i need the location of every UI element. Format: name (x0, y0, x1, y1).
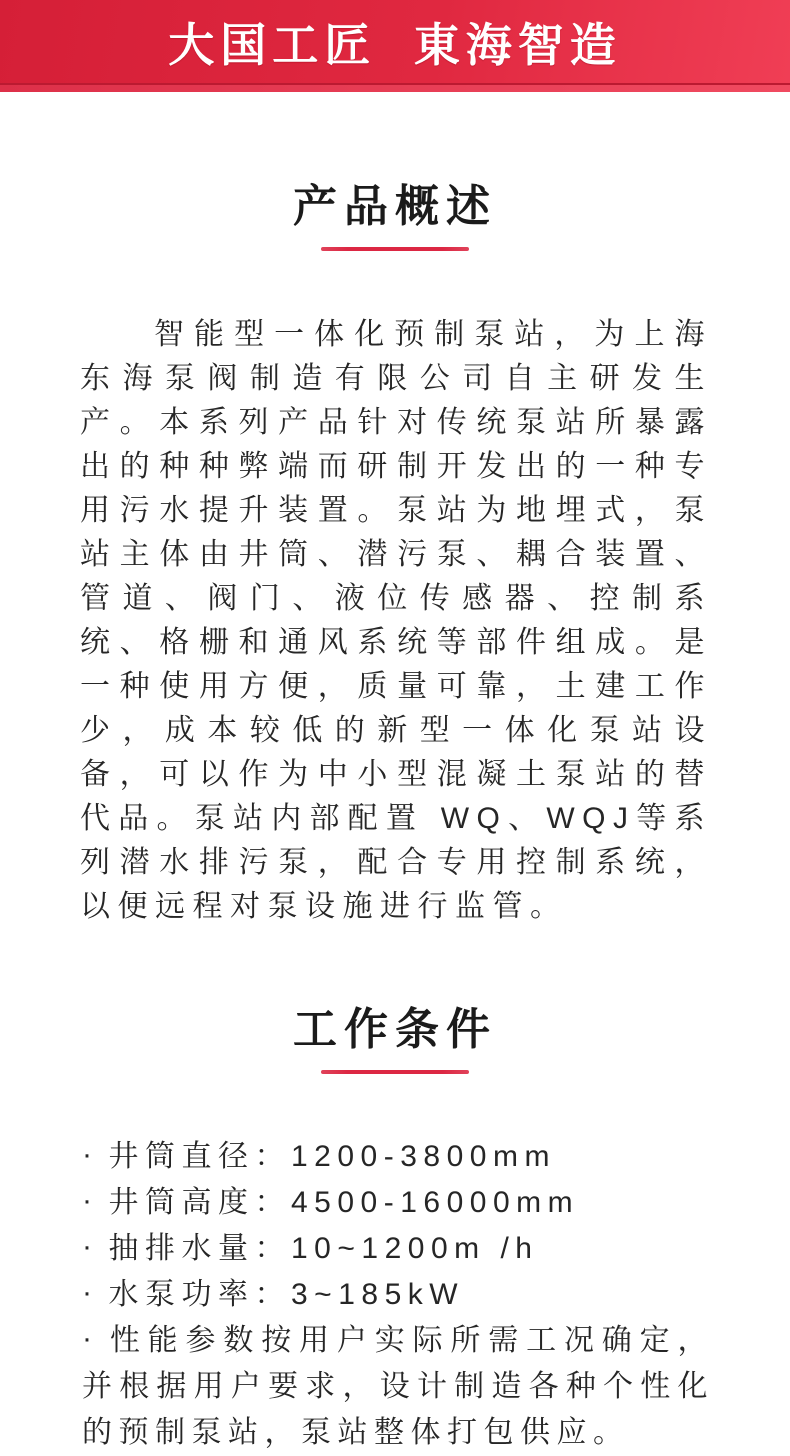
section-working-conditions (0, 993, 790, 1456)
spec-item-pump-power (82, 1272, 714, 1318)
bullet-dot: · (82, 1138, 99, 1171)
spec-item-shaft-height (82, 1180, 714, 1226)
banner-main-strip (0, 0, 790, 83)
spec-list (82, 1134, 714, 1456)
banner-title: 大国工匠 東海智造 (168, 18, 622, 71)
section-product-overview (0, 170, 790, 929)
spec-item-text: 水泵功率：3~185kW (108, 1278, 465, 1311)
top-banner (0, 0, 790, 92)
banner-footer-strip (0, 85, 790, 92)
spec-item-text: 抽排水量：10~1200m /h (108, 1232, 539, 1265)
spec-item-shaft-diameter (82, 1134, 714, 1180)
spec-item-text: 性能参数按用户实际所需工况确定，并根据用户要求，设计制造各种个性化的预制泵站，泵站整体打包供应。 (82, 1324, 714, 1449)
spec-item-text: 井筒高度：4500-16000mm (108, 1186, 580, 1219)
spec-item-custom-parameters (82, 1318, 714, 1456)
title-underline-overview (321, 247, 469, 251)
overview-paragraph: 智能型一体化预制泵站，为上海东海泵阀制造有限公司自主研发生产。本系列产品针对传统泵站所暴露出的种种弊端而研制开发出的一种专用污水提升装置。泵站为地埋式，泵站主体由井筒、潜污泵、耦合装置、管道、阀门、液位传感器、控制系统、格栅和通风系统等部件组成。是一种使用方便，质量可靠，土建工作少，成本较低的新型一体化泵站设备，可以作为中小型混凝土泵站的替代品。泵站内部配置 WQ、WQJ等系列潜水排污泵，配合专用控制系统，以便远程对泵设施进行监管。 (80, 318, 712, 923)
section-title-conditions: 工作条件 (293, 1005, 497, 1054)
bullet-dot: · (82, 1184, 99, 1217)
section-title-overview: 产品概述 (293, 182, 497, 231)
spec-item-text: 井筒直径：1200-3800mm (108, 1140, 556, 1173)
bullet-dot: · (82, 1322, 99, 1355)
bullet-dot: · (82, 1230, 99, 1263)
spec-item-flow-rate (82, 1226, 714, 1272)
bullet-dot: · (82, 1276, 99, 1309)
title-underline-conditions (321, 1070, 469, 1074)
